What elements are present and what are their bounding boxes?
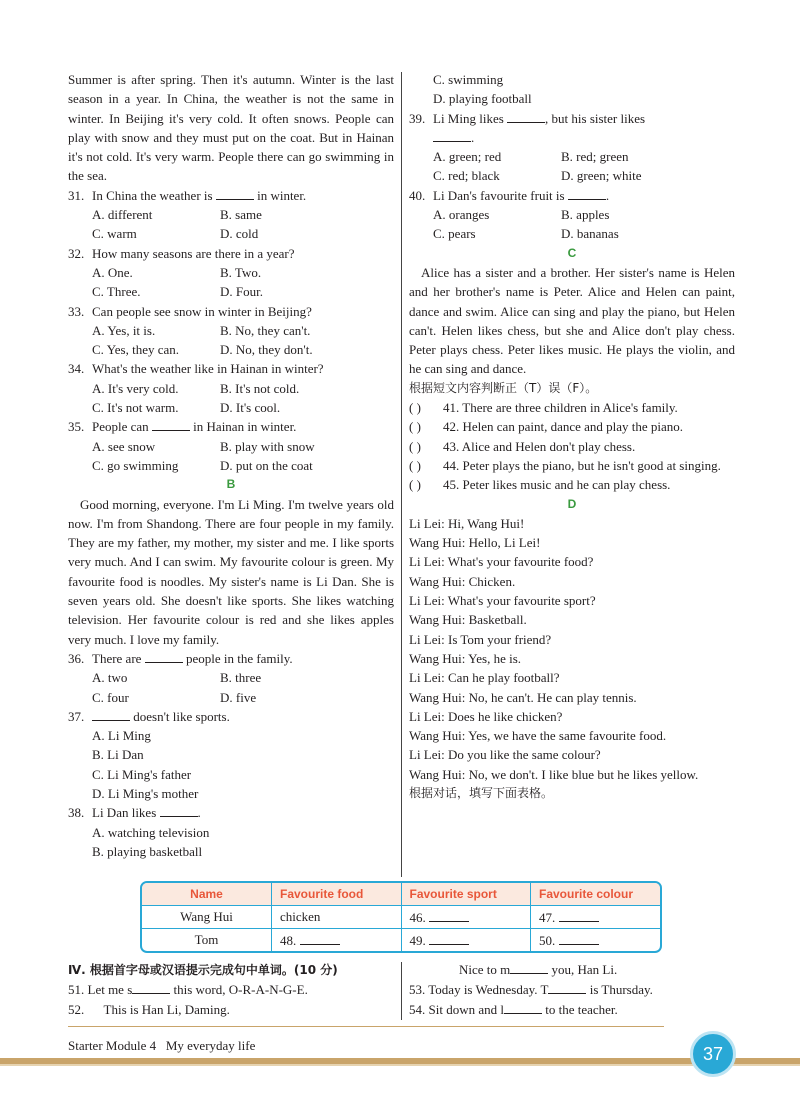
dialog-line <box>409 514 735 533</box>
table-cell-blank[interactable]: 46. <box>401 906 531 929</box>
answer-paren[interactable]: ( ) <box>409 477 421 493</box>
answer-paren[interactable]: ( ) <box>409 400 421 416</box>
option[interactable]: C. four <box>92 689 129 705</box>
answer-blank[interactable] <box>504 1001 542 1014</box>
utterance: What's your favourite sport? <box>447 593 596 609</box>
speaker: Wang Hui: <box>409 535 466 551</box>
page-number-badge: 37 <box>690 1031 736 1077</box>
option[interactable]: A. watching television <box>92 824 210 840</box>
option[interactable]: C. It's not warm. <box>92 400 179 416</box>
dialog-line <box>409 572 735 591</box>
option[interactable]: B. red; green <box>561 149 629 165</box>
utterance: Yes, he is. <box>468 650 522 666</box>
dialog-line <box>409 533 735 552</box>
question-38: 38. Li Dan likes . <box>68 805 201 821</box>
option[interactable]: C. Yes, they can. <box>92 342 180 358</box>
table-cell: chicken <box>272 906 402 929</box>
tf-item: ( ) 45. Peter likes music and he can play chess. <box>409 475 735 494</box>
option[interactable]: B. playing basketball <box>92 843 203 859</box>
dialog-line <box>409 745 735 764</box>
left-column <box>68 70 394 861</box>
answer-paren[interactable]: ( ) <box>409 419 421 435</box>
utterance: Does he like chicken? <box>448 708 563 724</box>
column-header: Favourite colour <box>531 883 661 906</box>
speaker: Wang Hui: <box>409 612 466 628</box>
utterance: Hello, Li Lei! <box>468 535 541 551</box>
option[interactable]: D. put on the coat <box>220 457 313 473</box>
favourites-table <box>140 881 662 953</box>
speaker: Li Lei: <box>409 631 445 647</box>
utterance: Yes, we have the same favourite food. <box>468 728 667 744</box>
option[interactable]: B. same <box>220 207 262 223</box>
option[interactable]: D. five <box>220 689 257 705</box>
utterance: Is Tom your friend? <box>448 631 552 647</box>
footer-title: Starter Module 4 My everyday life <box>68 1038 256 1053</box>
table-cell-blank[interactable]: 48. <box>272 929 402 952</box>
option[interactable]: C. pears <box>433 226 476 242</box>
question-37: 37. doesn't like sports. <box>68 708 230 724</box>
option[interactable]: C. go swimming <box>92 457 179 473</box>
answer-blank[interactable] <box>92 708 130 721</box>
answer-blank[interactable] <box>160 804 198 817</box>
tf-item: ( ) 42. Helen can paint, dance and play the piano. <box>409 417 735 436</box>
dialog-line <box>409 610 735 629</box>
question-40: 40. Li Dan's favourite fruit is . <box>409 187 610 203</box>
question-31: 31. In China the weather is in winter. <box>68 187 307 203</box>
option[interactable]: D. No, they don't. <box>220 342 313 358</box>
table-cell-blank[interactable]: 49. <box>401 929 531 952</box>
dialog-line <box>409 552 735 571</box>
section-iv: Ⅳ. 根据首字母或汉语提示完成句中单词。(10 分) Nice to m you, Han Li. 51. Let me s this word, O-R-A-N-G-E. 53. Today is Wednesday. T is Thursday. 52. This is Han Li, Daming. 54. Sit down and l to the teacher. <box>68 960 748 1020</box>
passage-b: Good morning, everyone. I'm Li Ming. I'm twelve years old now. I'm from Shandong. There are four people in my family. They are my father, my mother, my sister and me. I like sports very much. And I can swim. My favourite colour is green. My favourite food is noodles. My sister's name is Li Dan. She is seven years old. She doesn't like sports. She likes watching television. Her favourite colour is red and she likes apples very much. I love my family. <box>68 496 394 647</box>
option[interactable]: A. different <box>92 207 153 223</box>
utterance: Do you like the same colour? <box>448 747 601 763</box>
option[interactable]: D. bananas <box>561 226 619 242</box>
question-36: 36. There are people in the family. <box>68 650 293 666</box>
answer-blank[interactable] <box>507 110 545 123</box>
dialog-line <box>409 688 735 707</box>
table-cell-blank[interactable]: 47. <box>531 906 661 929</box>
utterance: Can he play football? <box>448 670 560 686</box>
section-iv-heading: Ⅳ. 根据首字母或汉语提示完成句中单词。(10 分) <box>68 963 338 977</box>
utterance: What's your favourite food? <box>447 554 594 570</box>
option[interactable]: C. Three. <box>92 284 141 300</box>
answer-paren[interactable]: ( ) <box>409 438 421 454</box>
question-39: 39. Li Ming likes , but his sister likes <box>409 110 646 126</box>
question-34: 34. What's the weather like in Hainan in winter? <box>68 361 324 377</box>
option[interactable]: A. It's very cold. <box>92 380 179 396</box>
section-d-heading: D <box>567 496 577 511</box>
speaker: Wang Hui: <box>409 573 466 589</box>
dialog-line <box>409 649 735 668</box>
question-33: 33. Can people see snow in winter in Beijing? <box>68 303 312 319</box>
table-cell-blank[interactable]: 50. <box>531 929 661 952</box>
option[interactable]: D. playing football <box>433 91 532 107</box>
right-column: C. swimming D. playing football 39. Li Ming likes , but his sister likes . A. green; red B. red; green C. red; black D. green; white 40. Li Dan's favourite fruit is . A. oranges B. apples C. pears D. bananas C Alice has a sister and a brother. Her sister's name is Helen and her brother's name is Peter. Alice and Helen can paint, dance and swim. Alice can sing and play the piano, but Helen can't. Helen likes chess, but she and Alice don't play chess. Peter plays chess. Peter likes music. He plays the violin, and he can sing and dance. 根据短文内容判断正（T）误（F）。 ( ) 41. There are three children in Alice's family. ( ) 42. Helen can paint, dance and play the piano. ( ) 43. Alice and Helen don't play chess. ( ) 44. Peter plays the piano, but he isn't good at singing. ( ) 45. Peter likes music and he can play chess. D Li Lei: Hi, Wang Hui! Wang Hui: Hello, Li Lei! Li Lei: What's your favourite food? Wang Hui: Chicken. Li Lei: What's your favourite sport? Wang Hui: Basketball. Li Lei: Is Tom your friend? Wang Hui: Yes, he is. Li Lei: Can he play football? Wang Hui: No, he can't. He can play tennis. Li Lei: Does he like chicken? Wang Hui: Yes, we have the same favourite food. Li Lei: Do you like the same colour? Wang Hui: No, we don't. I like blue but he likes yellow. 根据对话，填写下面表格。 <box>409 70 735 803</box>
table-row <box>142 906 660 929</box>
option[interactable]: B. Two. <box>220 264 262 280</box>
passage-a: Summer is after spring. Then it's autumn. Winter is the last season in a year. In China, the weather is not the same in winter. In Beijing it's very cold. It often snows. People can play with snow and they must put on the coat. But in Hainan it's not cold. It's very warm. People there can go swimming in the sea. <box>68 72 394 184</box>
answer-paren[interactable]: ( ) <box>409 457 421 473</box>
option[interactable]: C. swimming <box>433 72 504 87</box>
question-32: 32. How many seasons are there in a year? <box>68 245 295 261</box>
column-header: Favourite sport <box>401 883 531 906</box>
dialog-line <box>409 726 735 745</box>
column-divider <box>401 72 402 877</box>
passage-c: Alice has a sister and a brother. Her sister's name is Helen and her brother's name is Peter. Alice and Helen can paint, dance and swim. Alice can sing and play the piano, but Helen can't. Helen likes chess, but she and Alice don't play chess. Peter plays chess. Peter likes music. He plays the violin, and he can sing and dance. <box>409 264 735 377</box>
option[interactable]: C. red; black <box>433 168 500 184</box>
option[interactable]: D. cold <box>220 226 259 242</box>
answer-blank[interactable] <box>510 961 548 974</box>
tf-item: ( ) 44. Peter plays the piano, but he isn't good at singing. <box>409 456 735 475</box>
speaker: Li Lei: <box>409 554 445 570</box>
table-header-row <box>142 883 660 906</box>
option[interactable]: A. two <box>92 670 128 686</box>
dialog-line <box>409 630 735 649</box>
option[interactable]: B. three <box>220 670 262 686</box>
table-cell: Wang Hui <box>142 906 272 929</box>
option[interactable]: A. One. <box>92 264 133 280</box>
answer-blank[interactable] <box>433 129 471 142</box>
option[interactable]: C. Li Ming's father <box>92 766 192 782</box>
option[interactable]: B. It's not cold. <box>220 380 300 396</box>
option[interactable]: D. Four. <box>220 284 263 300</box>
question-52: 52. This is Han Li, Daming. <box>68 1002 230 1017</box>
option[interactable]: D. Li Ming's mother <box>92 785 199 801</box>
utterance: Chicken. <box>468 573 516 589</box>
option[interactable]: B. play with snow <box>220 438 315 454</box>
option[interactable]: B. No, they can't. <box>220 322 311 338</box>
table-instruction: 根据对话，填写下面表格。 <box>409 785 554 800</box>
speaker: Li Lei: <box>409 593 445 609</box>
table-row <box>142 929 660 952</box>
question-35: 35. People can in Hainan in winter. <box>68 419 297 435</box>
speaker: Wang Hui: <box>409 766 466 782</box>
utterance: No, we don't. I like blue but he likes yellow. <box>468 766 699 782</box>
answer-blank[interactable] <box>568 187 606 200</box>
option[interactable]: D. green; white <box>561 168 642 184</box>
speaker: Li Lei: <box>409 670 445 686</box>
option[interactable]: A. Li Ming <box>92 728 151 744</box>
table-cell: Tom <box>142 929 272 952</box>
dialog-line <box>409 591 735 610</box>
dialog-line <box>409 707 735 726</box>
answer-blank[interactable] <box>152 418 190 431</box>
option[interactable]: B. Li Dan <box>92 747 144 763</box>
footer-rule <box>68 1026 664 1027</box>
speaker: Wang Hui: <box>409 728 466 744</box>
dialog-line <box>409 668 735 687</box>
answer-blank[interactable] <box>132 981 170 994</box>
tf-item: ( ) 43. Alice and Helen don't play chess. <box>409 437 735 456</box>
speaker: Li Lei: <box>409 515 445 531</box>
dialog <box>409 514 735 784</box>
option[interactable]: C. warm <box>92 226 137 242</box>
column-header: Favourite food <box>272 883 402 906</box>
utterance: No, he can't. He can play tennis. <box>468 689 637 705</box>
option[interactable]: A. see snow <box>92 438 156 454</box>
option[interactable]: A. oranges <box>433 207 490 223</box>
answer-blank[interactable] <box>216 187 254 200</box>
section-c-heading: C <box>567 245 577 260</box>
answer-blank[interactable] <box>145 650 183 663</box>
tf-item: ( ) 41. There are three children in Alice's family. <box>409 398 735 417</box>
option[interactable]: A. Yes, it is. <box>92 322 156 338</box>
speaker: Wang Hui: <box>409 689 466 705</box>
dialog-line <box>409 765 735 784</box>
footer-bar-light <box>0 1064 800 1066</box>
option[interactable]: A. green; red <box>433 149 502 165</box>
speaker: Li Lei: <box>409 747 445 763</box>
answer-blank[interactable] <box>548 981 586 994</box>
speaker: Wang Hui: <box>409 650 466 666</box>
option[interactable]: B. apples <box>561 207 610 223</box>
utterance: Basketball. <box>468 612 527 628</box>
speaker: Li Lei: <box>409 708 445 724</box>
option[interactable]: D. It's cool. <box>220 400 281 416</box>
tf-instruction: 根据短文内容判断正（T）误（F）。 <box>409 380 598 395</box>
utterance: Hi, Wang Hui! <box>448 515 525 531</box>
section-b-heading: B <box>226 477 236 492</box>
column-header: Name <box>142 883 272 906</box>
